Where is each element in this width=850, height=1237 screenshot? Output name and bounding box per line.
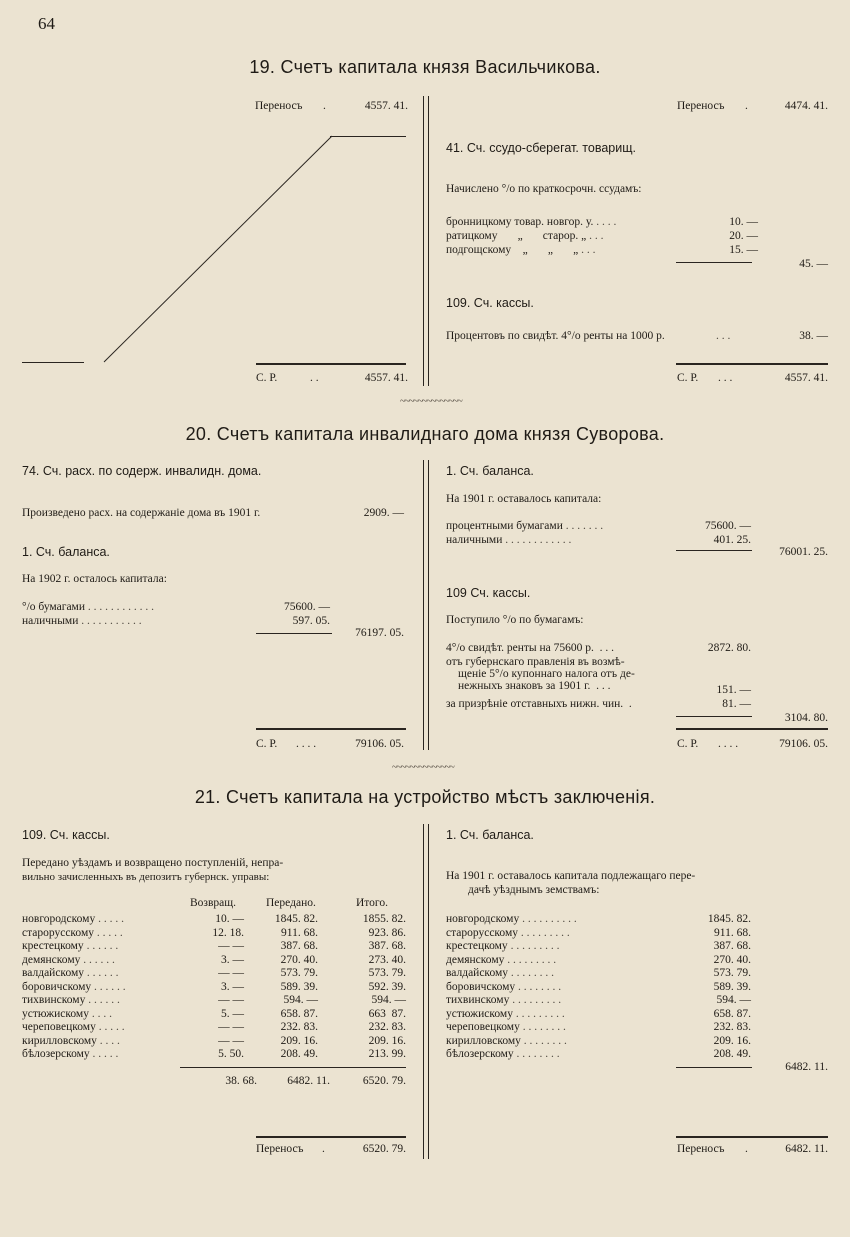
value-cell: 658. 87. xyxy=(713,1007,751,1020)
total-cell: 213. 99. xyxy=(368,1048,406,1060)
s21-divider-a xyxy=(423,824,424,1159)
s21-right-sum: 6482. 11. xyxy=(785,1061,828,1073)
s19-right-perenos-dot: . xyxy=(745,100,748,112)
table-row: устюжискому . . . . . . . . . 658. 87. xyxy=(446,1007,751,1020)
s21-left-perenos-label: Переносъ xyxy=(256,1143,304,1155)
table-row: боровичскому . . . . . . . . 589. 39. xyxy=(446,980,751,993)
value-cell: 387. 68. xyxy=(713,940,751,952)
s19-left-rule-total xyxy=(256,363,406,365)
table-row: крестецкому . . . . . . . . . 387. 68. xyxy=(446,940,751,952)
s19-blank-diagonal xyxy=(100,134,336,366)
s21-acc109-heading: 109. Сч. кассы. xyxy=(22,828,110,842)
value-cell: 911. 68. xyxy=(714,926,751,939)
s21-right-perenos-value: 6482. 11. xyxy=(785,1143,828,1155)
table-row: демянскому . . . . . . . . . 270. 40. xyxy=(446,953,751,966)
list-item: за призрѣніе отставныхъ нижн. чин. . 81. — xyxy=(446,698,751,710)
s19-acc41-sum: 45. — xyxy=(799,258,828,270)
s21-total-transferred: 6482. 11. xyxy=(287,1075,330,1087)
list-item: °/о бумагами . . . . . . . . . . . . 75600. — xyxy=(22,601,330,613)
s20-right-total-label: С. Р. xyxy=(677,738,699,750)
total-cell: 663 87. xyxy=(368,1007,406,1020)
s21-left-totals-rule xyxy=(180,1067,406,1068)
s21-col-header-transferred: Передано. xyxy=(266,897,316,909)
s19-acc109-line: Процентовъ по свидѣт. 4°/о ренты на 1000 р. xyxy=(446,330,665,342)
list-item: процентными бумагами . . . . . . . 75600. — xyxy=(446,520,751,532)
s19-left-total-value: 4557. 41. xyxy=(364,372,408,384)
returned-cell: 10. — xyxy=(215,913,244,925)
s20-acc109-heading: 109 Сч. кассы. xyxy=(446,586,531,600)
table-row: новгородскому . . . . . 10. — 1845. 82. 1855. 82. xyxy=(22,913,406,925)
table-row: тихвинскому . . . . . . — — 594. — 594. — xyxy=(22,994,406,1006)
s20-right-total-dots: . . . . xyxy=(718,738,739,750)
s19-left-rule-short xyxy=(22,362,84,363)
s21-col-header-total: Итого. xyxy=(356,897,388,909)
value-cell: 209. 16. xyxy=(713,1034,751,1047)
total-cell: 573. 79. xyxy=(368,967,406,979)
s20-divider-b xyxy=(428,460,429,750)
transferred-cell: 911. 68. xyxy=(281,926,318,939)
s19-left-perenos-label: Переносъ xyxy=(255,100,303,112)
s20-acc1-sum: 76197. 05. xyxy=(355,627,404,639)
s20-acc109-sum: 3104. 80. xyxy=(784,712,828,724)
s20-acc74-value: 2909. — xyxy=(363,507,404,519)
value-cell: 232. 83. xyxy=(713,1021,751,1033)
transferred-cell: 387. 68. xyxy=(280,940,318,952)
table-row: демянскому . . . . . . 3. — 270. 40. 273. 40. xyxy=(22,953,406,966)
value-cell: 589. 39. xyxy=(713,980,751,993)
s19-right-total-dots: . . . xyxy=(718,372,733,384)
table-row: валдайскому . . . . . . — — 573. 79. 573. 79. xyxy=(22,967,406,979)
transferred-cell: 573. 79. xyxy=(280,967,318,979)
s19-acc41-heading: 41. Сч. ссудо-сберегат. товарищ. xyxy=(446,141,636,155)
table-row: бѣлозерскому . . . . . 5. 50. 208. 49. 213. 99. xyxy=(22,1048,406,1060)
table-row: старорусскому . . . . . 12. 18. 911. 68. 923. 86. xyxy=(22,926,406,939)
returned-cell: — — xyxy=(218,994,244,1006)
s19-right-perenos-value: 4474. 41. xyxy=(784,100,828,112)
s20-right-rule-total xyxy=(676,728,828,730)
s20-right-sum-rule xyxy=(676,550,752,551)
s19-right-rule-total xyxy=(676,363,828,365)
returned-cell: — — xyxy=(218,940,244,952)
s19-acc41-intro: Начислено °/о по краткосрочн. ссудамъ: xyxy=(446,183,642,195)
s20-left-total-value: 79106. 05. xyxy=(355,738,404,750)
section-19-title: 19. Счетъ капитала князя Васильчикова. xyxy=(249,57,601,77)
total-cell: 594. — xyxy=(371,994,406,1006)
s19-divider-b xyxy=(428,96,429,386)
table-row: боровичскому . . . . . . 3. — 589. 39. 592. 39. xyxy=(22,980,406,993)
s21-left-rule-perenos xyxy=(256,1136,406,1138)
s19-right-total-label: С. Р. xyxy=(677,372,699,384)
s21-right-perenos-dot: . xyxy=(745,1143,748,1155)
s20-acc74-heading: 74. Сч. расх. по содерж. инвалидн. дома. xyxy=(22,464,262,478)
transferred-cell: 209. 16. xyxy=(280,1034,318,1047)
transferred-cell: 208. 49. xyxy=(280,1048,318,1060)
returned-cell: 5. 50. xyxy=(218,1048,244,1060)
returned-cell: 12. 18. xyxy=(212,926,244,939)
table-row: кирилловскому . . . . . . . . 209. 16. xyxy=(446,1034,751,1047)
s20-left-total-label: С. Р. xyxy=(256,738,278,750)
total-cell: 209. 16. xyxy=(368,1034,406,1047)
value-cell: 573. 79. xyxy=(713,967,751,979)
list-item: 4°/о свидѣт. ренты на 75600 р. . . . 2872. 80. xyxy=(446,642,751,654)
s21-right-perenos-label: Переносъ xyxy=(677,1143,725,1155)
s19-left-total-label: С. Р. xyxy=(256,372,278,384)
list-item: отъ губернскаго правленія въ возмѣ- щеніе 5°/о купоннаго налога отъ де- нежныхъ знаковъ за 1901 г. . . . 151. — xyxy=(446,656,751,696)
s21-right-sum-rule xyxy=(676,1067,752,1068)
s19-left-rule-top xyxy=(330,136,406,137)
s19-right-perenos-label: Переносъ xyxy=(677,100,725,112)
s20-right-acc1-heading: 1. Сч. баланса. xyxy=(446,464,534,478)
s21-total-total: 6520. 79. xyxy=(362,1075,406,1087)
s19-acc109-value: 38. — xyxy=(799,330,828,342)
transferred-cell: 1845. 82. xyxy=(274,913,318,925)
table-row: череповецкому . . . . . . . . 232. 83. xyxy=(446,1021,751,1033)
s19-left-total-dots: . . xyxy=(310,372,319,384)
s20-acc109-intro: Поступило °/о по бумагамъ: xyxy=(446,614,584,626)
section-21-title: 21. Счетъ капитала на устройство мѣстъ заключенія. xyxy=(194,787,656,807)
s21-intro-line2: вильно зачисленныхъ въ депозитъ губернск. управы: xyxy=(22,871,270,883)
s19-left-perenos-dot: . xyxy=(323,100,326,112)
s19-right-total-value: 4557. 41. xyxy=(784,372,828,384)
total-cell: 923. 86. xyxy=(368,926,406,939)
transferred-cell: 232. 83. xyxy=(280,1021,318,1033)
table-row: старорусскому . . . . . . . . . 911. 68. xyxy=(446,926,751,939)
list-item: наличными . . . . . . . . . . . . 401. 25. xyxy=(446,534,751,546)
s21-left-perenos-value: 6520. 79. xyxy=(362,1143,406,1155)
s21-right-intro-line1: На 1901 г. оставалось капитала подлежащаго пере- xyxy=(446,870,696,882)
s20-left-rule-total xyxy=(256,728,406,730)
s21-intro-line1: Передано уѣздамъ и возвращено поступленій, непра- xyxy=(22,857,284,869)
section-20-title: 20. Счетъ капитала инвалиднаго дома князя Суворова. xyxy=(185,424,665,444)
table-row: бѣлозерскому . . . . . . . . 208. 49. xyxy=(446,1048,751,1060)
transferred-cell: 270. 40. xyxy=(280,953,318,966)
list-item: подгощскому „ „ „ . . . 15. — xyxy=(446,244,758,256)
list-item: ратицкому „ старор. „ . . . 20. — xyxy=(446,230,758,242)
table-row: валдайскому . . . . . . . . 573. 79. xyxy=(446,967,751,979)
list-item: бронницкому товар. новгор. у. . . . . 10. — xyxy=(446,216,758,228)
s20-left-sum-rule xyxy=(256,633,332,634)
s20-acc1-heading: 1. Сч. баланса. xyxy=(22,545,110,559)
total-cell: 592. 39. xyxy=(368,980,406,993)
returned-cell: — — xyxy=(218,1034,244,1047)
s20-right-acc1-sum: 76001. 25. xyxy=(779,546,828,558)
ornament-separator: ~~~~~~~~~~~~~~ xyxy=(392,762,454,773)
table-row: новгородскому . . . . . . . . . . 1845. 82. xyxy=(446,913,751,925)
s21-right-intro-line2: дачѣ уѣзднымъ земствамъ: xyxy=(468,884,600,896)
s19-acc41-rule xyxy=(676,262,752,263)
s21-left-perenos-dot: . xyxy=(322,1143,325,1155)
value-cell: 208. 49. xyxy=(713,1048,751,1060)
table-row: устюжискому . . . . 5. — 658. 87. 663 87. xyxy=(22,1007,406,1020)
s19-divider-a xyxy=(423,96,424,386)
s19-acc109-heading: 109. Сч. кассы. xyxy=(446,296,534,310)
list-item: наличными . . . . . . . . . . . 597. 05. xyxy=(22,615,330,627)
ornament-separator: ~~~~~~~~~~~~~~ xyxy=(400,396,462,407)
page-number: 64 xyxy=(38,14,55,33)
table-row: крестецкому . . . . . . — — 387. 68. 387. 68. xyxy=(22,940,406,952)
s19-acc109-dots: . . . xyxy=(716,330,731,342)
transferred-cell: 589. 39. xyxy=(280,980,318,993)
returned-cell: — — xyxy=(218,967,244,979)
s20-left-total-dots: . . . . xyxy=(296,738,317,750)
value-cell: 594. — xyxy=(716,994,751,1006)
total-cell: 273. 40. xyxy=(368,953,406,966)
total-cell: 387. 68. xyxy=(368,940,406,952)
table-row: тихвинскому . . . . . . . . . 594. — xyxy=(446,994,751,1006)
s21-divider-b xyxy=(428,824,429,1159)
total-cell: 232. 83. xyxy=(368,1021,406,1033)
value-cell: 270. 40. xyxy=(713,953,751,966)
returned-cell: 3. — xyxy=(221,980,244,993)
table-row: череповецкому . . . . . — — 232. 83. 232. 83. xyxy=(22,1021,406,1033)
returned-cell: 3. — xyxy=(221,953,244,966)
s20-divider-a xyxy=(423,460,424,750)
s20-right-acc1-intro: На 1901 г. оставалось капитала: xyxy=(446,493,602,505)
s20-acc74-line: Произведено расх. на содержаніе дома въ 1901 г. xyxy=(22,507,261,519)
s21-col-header-returned: Возвращ. xyxy=(190,897,236,909)
s20-acc109-sum-rule xyxy=(676,716,752,717)
s21-total-returned: 38. 68. xyxy=(225,1075,257,1087)
total-cell: 1855. 82. xyxy=(362,913,406,925)
s20-acc1-intro: На 1902 г. осталось капитала: xyxy=(22,573,167,585)
s20-right-total-value: 79106. 05. xyxy=(779,738,828,750)
transferred-cell: 594. — xyxy=(283,994,318,1006)
returned-cell: 5. — xyxy=(221,1007,244,1020)
transferred-cell: 658. 87. xyxy=(280,1007,318,1020)
s19-left-perenos-value: 4557. 41. xyxy=(364,100,408,112)
s21-right-acc1-heading: 1. Сч. баланса. xyxy=(446,828,534,842)
returned-cell: — — xyxy=(218,1021,244,1033)
value-cell: 1845. 82. xyxy=(707,913,751,925)
s21-right-rule-perenos xyxy=(676,1136,828,1138)
table-row: кирилловскому . . . . — — 209. 16. 209. 16. xyxy=(22,1034,406,1047)
